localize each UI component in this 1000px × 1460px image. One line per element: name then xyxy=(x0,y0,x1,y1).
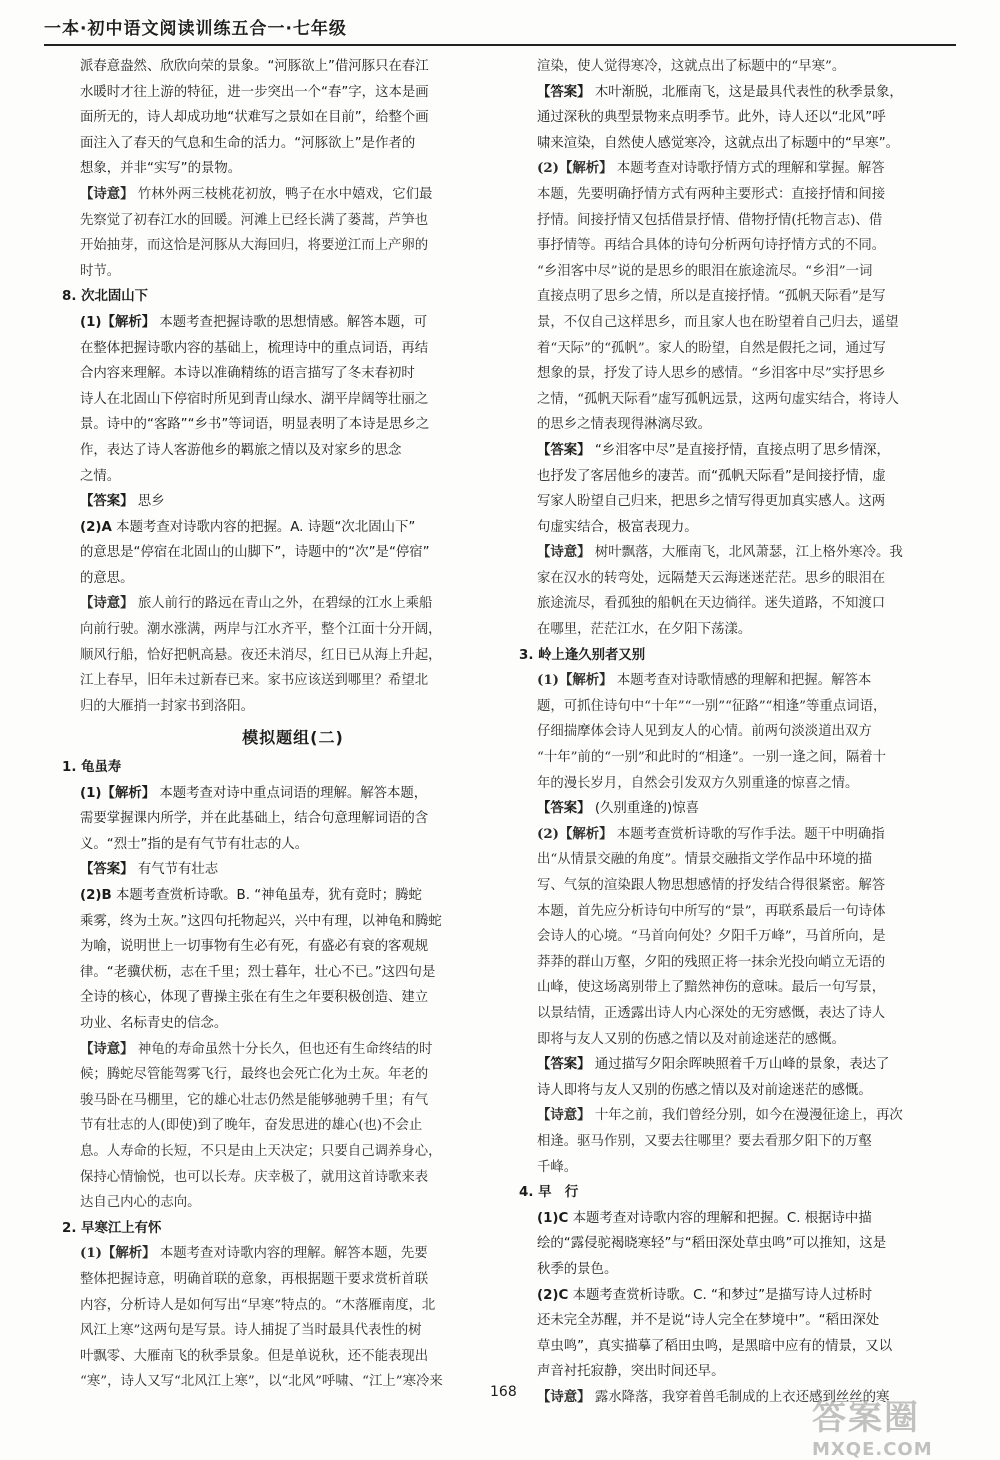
q3-answer-2-text: 诗人即将与友人又别的伤感之情以及对前途迷茫的感慨。 xyxy=(537,1082,872,1098)
q3-answer-2-label: 【答案】 xyxy=(537,1057,591,1073)
shiyi-5-line xyxy=(537,1103,963,1129)
intro-text: 面注入了春天的气息和生命的活力。“河豚欲上”是作者的 xyxy=(80,135,416,151)
q2-part2-text: 直接点明了思乡之情，所以是直接抒情。“孤帆天际看”是写 xyxy=(537,289,886,305)
shiyi-3-line xyxy=(80,1037,506,1063)
intro-text: 面所无的，诗人却成功地“状难写之景如在目前”，给整个画 xyxy=(80,110,429,126)
q2-answer-1-label: 【答案】 xyxy=(537,84,591,100)
q3-part2-text: 山峰，使这场离别带上了黯然神伤的意味。最后一句写景， xyxy=(537,980,886,996)
q8-analysis-text: 合内容来理解。本诗以准确精练的语言描写了冬末春初时 xyxy=(80,366,415,382)
q8-part2-label: (2)A xyxy=(80,519,112,535)
q2-analysis-line xyxy=(80,1267,506,1293)
intro-line xyxy=(80,156,506,182)
section-title: 模拟题组(二) xyxy=(242,728,344,748)
shiyi-4-line xyxy=(537,591,963,617)
q1-analysis-text: 本题考查对诗中重点词语的理解。解答本题， xyxy=(155,785,428,801)
q3-analysis-text: 本题考查对诗歌情感的理解和把握。解答本 xyxy=(612,673,872,689)
q4-part1-text: 秋季的景色。 xyxy=(537,1261,618,1277)
book-title: 一本·初中语文阅读训练五合一·七年级 xyxy=(44,19,347,39)
q3-part2-text: 即将与友人又别的伤感之情以及对前途迷茫的感慨。 xyxy=(537,1031,845,1047)
q2-part2-text: 的思乡之情表现得淋漓尽致。 xyxy=(537,417,712,433)
shiyi-1-line xyxy=(80,182,506,208)
shiyi-2-text: 顺风行船，恰好把帆高悬。夜还未消尽，红日已从海上升起， xyxy=(80,647,442,663)
q2-answer-2-text: 写家人盼望自己归来，把思乡之情写得更加真实感人。这两 xyxy=(537,494,886,510)
shiyi-4-line xyxy=(537,617,963,643)
q3-analysis-text: “十年”前的“一别”和此时的“相逢”。一别一逢之间，隔着十 xyxy=(537,750,887,766)
q2-analysis-line xyxy=(80,1344,506,1370)
q2-analysis-line xyxy=(80,1369,506,1395)
q4-part2-text: 声音衬托寂静，突出时间还早。 xyxy=(537,1364,725,1380)
q4-part2-text: 草虫鸣”，真实描摹了稻田虫鸣，是黑暗中应有的情景，又以 xyxy=(537,1338,893,1354)
continued-text: 渲染，使人觉得寒冷，这就点出了标题中的“早寒”。 xyxy=(537,59,846,74)
q1-part2-line xyxy=(80,883,506,909)
q2-part2-text: 本题考查对诗歌抒情方式的理解和掌握。解答 xyxy=(612,161,885,177)
q3-analysis-line xyxy=(537,694,963,720)
q8-analysis-text: 诗人在北固山下停宿时所见到青山绿水、湖平岸阔等壮丽之 xyxy=(80,391,429,407)
q8-part2-text: 的意思。 xyxy=(80,570,134,586)
q2-answer-2-line xyxy=(537,515,963,541)
q2-part2-text: 着“天际”的“孤帆”。家人的盼望，自然是假托之词，通过写 xyxy=(537,340,886,356)
shiyi-5-text: 相逢。驱马作别，又要去往哪里？要去看那夕阳下的万壑 xyxy=(537,1133,872,1149)
q2-analysis-text: 叶飘零、大雁南飞的秋季景象。但是单说秋，还不能表现出 xyxy=(80,1348,429,1364)
q2-answer-2-text: 句虚实结合，极富表现力。 xyxy=(537,519,698,535)
q3-answer-2-line xyxy=(537,1078,963,1104)
q3-answer xyxy=(537,796,963,822)
watermark-text: 答案圈 xyxy=(812,1398,920,1438)
q8-analysis-text: 本题考查把握诗歌的思想情感。解答本题，可 xyxy=(155,314,428,330)
shiyi-1-line xyxy=(80,208,506,234)
q8-part2-text: 的意思是“停宿在北固山的山脚下”，诗题中的“次”是“停宿” xyxy=(80,545,430,561)
q2-analysis-label: (1)【解析】 xyxy=(80,1245,156,1262)
q1-part2-line xyxy=(80,909,506,935)
shiyi-4-text: 在哪里，茫茫江水，在夕阳下荡漾。 xyxy=(537,622,752,638)
shiyi-1-label: 【诗意】 xyxy=(80,185,134,202)
q8-analysis-line xyxy=(80,336,506,362)
q2-answer-1-line xyxy=(537,80,963,106)
q1-part2-label: (2)B xyxy=(80,888,112,903)
q2-answer-2-line xyxy=(537,489,963,515)
q2-answer-1-text: 通过深秋的典型景物来点明季节。此外，诗人还以“北风”呼 xyxy=(537,110,886,126)
q1-part2-text: 功业、名标青史的信念。 xyxy=(80,1015,228,1031)
shiyi-5-text: 十年之前，我们曾经分别，如今在漫漫征途上，再次 xyxy=(590,1108,903,1124)
q3-analysis-line xyxy=(537,719,963,745)
q3-analysis-line xyxy=(537,771,963,797)
q4-part1-text: 本题考查对诗歌内容的理解和把握。C. 根据诗中描 xyxy=(568,1210,872,1226)
shiyi-3-label: 【诗意】 xyxy=(80,1040,134,1057)
shiyi-3-line xyxy=(80,1165,506,1191)
shiyi-1-line xyxy=(80,233,506,259)
q2-part2-line xyxy=(537,387,963,413)
q1-part2-line xyxy=(80,985,506,1011)
q1-part2-line xyxy=(80,934,506,960)
q2-answer-1-text: 啸来渲染，自然使人感觉寒冷，这就点出了标题中的“早寒”。 xyxy=(537,135,900,151)
shiyi-5-label: 【诗意】 xyxy=(537,1107,591,1124)
q2-answer-1-line xyxy=(537,131,963,157)
q1-part2-line xyxy=(80,1011,506,1037)
q1-answer-label: 【答案】 xyxy=(80,862,134,878)
watermark-url: MXQE.COM xyxy=(812,1439,933,1460)
shiyi-1-text: 竹林外两三枝桃花初放，鸭子在水中嬉戏，它们最 xyxy=(133,186,433,202)
q3-part2-line xyxy=(537,899,963,925)
q2-answer-2-text: “乡泪客中尽”是直接抒情，直接点明了思乡情深， xyxy=(590,442,890,458)
q3-part2-text: 会诗人的心境。“马首向何处？夕阳千万峰”，马首所向，是 xyxy=(537,929,886,945)
shiyi-3-line xyxy=(80,1088,506,1114)
shiyi-1-text: 开始抽芽，而这恰是河豚从大海回归，将要逆江而上产卵的 xyxy=(80,238,429,254)
shiyi-2-text: 旅人前行的路远在青山之外，在碧绿的江水上乘船 xyxy=(133,596,433,612)
q8-analysis-line xyxy=(80,387,506,413)
q8-analysis-text: 作，表达了诗人客游他乡的羁旅之情以及对家乡的思念 xyxy=(80,442,402,458)
q3-part2-text: 出“从情景交融的角度”。情景交融指文学作品中环境的描 xyxy=(537,852,873,868)
q8-analysis-line xyxy=(80,361,506,387)
q4-part2-text: 本题考查赏析诗歌。C. “和梦过”是描写诗人过桥时 xyxy=(568,1287,873,1303)
q1-part2-line xyxy=(80,960,506,986)
q3-part2-line xyxy=(537,847,963,873)
intro-line xyxy=(80,105,506,131)
left-column xyxy=(62,54,506,1395)
q3-part2-line xyxy=(537,822,963,848)
intro-text: 派春意盎然、欣欣向荣的景象。“河豚欲上”借河豚只在春江 xyxy=(80,59,429,74)
shiyi-2-label: 【诗意】 xyxy=(80,595,134,612)
q2-part2-line xyxy=(537,412,963,438)
q1-part2-text: 全诗的核心，体现了曹操主张在有生之年要积极创造、建立 xyxy=(80,990,429,1006)
q2-part2-line xyxy=(537,208,963,234)
q3-answer-2-line xyxy=(537,1052,963,1078)
q4-part2-line xyxy=(537,1308,963,1334)
page-header xyxy=(44,14,956,46)
shiyi-3-text: 节有壮志的人(即使)到了晚年，奋发思进的雄心(也)不会止 xyxy=(80,1118,423,1134)
q2-analysis-text: 本题考查对诗歌内容的理解。解答本题，先要 xyxy=(155,1246,428,1262)
q3-part2-text: 本题，首先应分析诗句中所写的“景”，再联系最后一句诗体 xyxy=(537,903,886,919)
q3-part2-line xyxy=(537,924,963,950)
q8-part2-line xyxy=(80,566,506,592)
intro-text: 想象，并非“实写”的景物。 xyxy=(80,161,242,177)
right-column xyxy=(519,54,963,1410)
q1-part2-text: 本题考查赏析诗歌。B. “神龟虽寿，犹有竟时；腾蛇 xyxy=(111,888,422,903)
q2-part2-text: 事抒情等。再结合具体的诗句分析两句诗抒情方式的不同。 xyxy=(537,238,886,254)
watermark-logo xyxy=(812,1390,982,1460)
q1-analysis-line xyxy=(80,806,506,832)
question-8-title: 8. 次北固山下 xyxy=(62,289,149,305)
q2-part2-line xyxy=(537,259,963,285)
q1-analysis-text: 需要掌握课内所学，并在此基础上，结合句意理解词语的含 xyxy=(80,811,429,827)
q1-answer-text: 有气节有壮志 xyxy=(133,862,219,878)
shiyi-2-text: 江上春早，旧年未过新春已来。家书应该送到哪里？希望北 xyxy=(80,673,429,689)
q3-part2-line xyxy=(537,1001,963,1027)
q3-part2-line xyxy=(537,975,963,1001)
q3-part2-text: 本题考查赏析诗歌的写作手法。题干中明确指 xyxy=(612,826,885,842)
q3-part2-text: 莽莽的群山万壑，夕阳的残照正将一抹余光投向峭立无语的 xyxy=(537,954,886,970)
q8-part2-line xyxy=(80,515,506,541)
continued-line xyxy=(537,54,963,80)
q3-part2-text: 以景结情，正透露出诗人内心深处的无穷感慨，表达了诗人 xyxy=(537,1005,886,1021)
q1-part2-text: 为喻，说明世上一切事物有生必有死，有盛必有衰的客观规 xyxy=(80,939,429,955)
question-1-title: 1. 龟虽寿 xyxy=(62,760,122,776)
q3-analysis-text: 年的漫长岁月，自然会引发双方久别重逢的惊喜之情。 xyxy=(537,775,859,791)
q8-analysis-line xyxy=(80,438,506,464)
q2-part2-text: 本题，先要明确抒情方式有两种主要形式：直接抒情和间接 xyxy=(537,186,886,202)
shiyi-1-line xyxy=(80,259,506,285)
q4-part1-text: 绘的“露侵驼褐晓寒轻”与“稻田深处草虫鸣”可以推知，这是 xyxy=(537,1236,887,1252)
q8-answer xyxy=(80,489,506,515)
q2-analysis-line xyxy=(80,1241,506,1267)
question-3-title: 3. 岭上逢久别者又别 xyxy=(519,647,646,663)
q2-part2-text: 想象的景，抒发了诗人思乡的感情。“乡泪客中尽”实抒思乡 xyxy=(537,366,886,382)
q1-part2-text: 乘雾，终为土灰。”这四句托物起兴，兴中有理，以神龟和腾蛇 xyxy=(80,913,442,929)
q3-answer-text: (久别重逢的)惊喜 xyxy=(590,801,700,817)
shiyi-4-label: 【诗意】 xyxy=(537,544,591,561)
q1-analysis-label: (1)【解析】 xyxy=(80,785,156,801)
q4-part2-line xyxy=(537,1334,963,1360)
shiyi-2-line xyxy=(80,668,506,694)
q3-analysis-label: (1)【解析】 xyxy=(537,672,613,689)
question-4-title: 4. 早 行 xyxy=(519,1185,579,1201)
q2-part2-line xyxy=(537,284,963,310)
q4-part1-label: (1)C xyxy=(537,1210,569,1226)
q2-analysis-text: “寒”，诗人又写“北风江上寒”，以“北风”呼啸、“江上”寒冷来 xyxy=(80,1374,443,1390)
q4-part1-line xyxy=(537,1231,963,1257)
q3-analysis-line xyxy=(537,745,963,771)
q3-analysis-line xyxy=(537,668,963,694)
q2-analysis-text: 风江上寒”这两句是写景。诗人捕捉了当时最具代表性的树 xyxy=(80,1323,422,1339)
shiyi-6-label: 【诗意】 xyxy=(537,1388,591,1405)
shiyi-3-text: 息。人寿命的长短，不只是由上天决定；只要自己调养身心， xyxy=(80,1143,442,1159)
q2-part2-line xyxy=(537,182,963,208)
q2-part2-line xyxy=(537,233,963,259)
page-number: 168 xyxy=(490,1384,517,1400)
shiyi-3-text: 保持心情愉悦，也可以长寿。庆幸极了，就用这首诗歌来表 xyxy=(80,1169,429,1185)
q4-part2-line xyxy=(537,1283,963,1309)
shiyi-4-line xyxy=(537,540,963,566)
shiyi-4-line xyxy=(537,566,963,592)
q4-part1-line xyxy=(537,1257,963,1283)
shiyi-2-text: 归的大雁捎一封家书到洛阳。 xyxy=(80,698,255,714)
q1-analysis-line xyxy=(80,832,506,858)
shiyi-3-line xyxy=(80,1190,506,1216)
q4-part2-text: 还未完全苏醒，并不是说“诗人完全在梦境中”。“稻田深处 xyxy=(537,1313,880,1329)
q2-part2-text: 景，不仅自己这样思乡，而且家人也在盼望着自己归去，遥望 xyxy=(537,314,899,330)
intro-line xyxy=(80,131,506,157)
q8-analysis-label: (1)【解析】 xyxy=(80,314,156,330)
shiyi-3-line xyxy=(80,1062,506,1088)
q2-analysis-text: 整体把握诗意，明确首联的意象，再根据题干要求赏析首联 xyxy=(80,1271,429,1287)
q8-analysis-line xyxy=(80,464,506,490)
shiyi-2-line xyxy=(80,694,506,720)
q4-part2-line xyxy=(537,1359,963,1385)
q3-part2-line xyxy=(537,950,963,976)
q2-answer-2-line xyxy=(537,464,963,490)
q3-part2-line xyxy=(537,1027,963,1053)
q2-part2-text: “乡泪客中尽”说的是思乡的眼泪在旅途流尽。“乡泪”一词 xyxy=(537,263,873,279)
q1-analysis-line xyxy=(80,781,506,807)
q8-part2-line xyxy=(80,540,506,566)
shiyi-4-text: 家在汉水的转弯处，远隔楚天云海迷迷茫茫。思乡的眼泪在 xyxy=(537,570,886,586)
q1-part2-text: 律。“老骥伏枥，志在千里；烈士暮年，壮心不已。”这四句是 xyxy=(80,964,436,980)
shiyi-2-line xyxy=(80,591,506,617)
q2-part2-line xyxy=(537,336,963,362)
question-2-title: 2. 早寒江上有怀 xyxy=(62,1220,162,1236)
shiyi-2-line xyxy=(80,617,506,643)
shiyi-4-text: 旅途流尽，看孤独的船帆在天边徜徉。迷失道路，不知渡口 xyxy=(537,596,886,612)
shiyi-2-line xyxy=(80,643,506,669)
q2-answer-1-text: 木叶渐脱，北雁南飞，这是最具代表性的秋季景象， xyxy=(590,84,903,100)
q8-analysis-line xyxy=(80,310,506,336)
intro-line xyxy=(80,54,506,80)
q3-part2-text: 写、气氛的渲染跟人物思想感情的抒发结合得很紧密。解答 xyxy=(537,878,886,893)
shiyi-6-text: 露水降落，我穿着兽毛制成的上衣还感到丝丝的寒 xyxy=(590,1389,890,1405)
shiyi-3-text: 神龟的寿命虽然十分长久，但也还有生命终结的时 xyxy=(133,1041,433,1057)
q8-analysis-text: 景。诗中的“客路”“乡书”等词语，明显表明了本诗是思乡之 xyxy=(80,417,430,433)
q2-analysis-line xyxy=(80,1293,506,1319)
q1-answer xyxy=(80,857,506,883)
q2-part2-line xyxy=(537,361,963,387)
shiyi-3-text: 达自己内心的志向。 xyxy=(80,1195,201,1211)
q8-analysis-text: 在整体把握诗歌内容的基础上，梳理诗中的重点词语，再结 xyxy=(80,340,429,356)
q4-part2-label: (2)C xyxy=(537,1287,569,1303)
q2-part2-text: 抒情。间接抒情又包括借景抒情、借物抒情(托物言志)、借 xyxy=(537,212,883,228)
intro-line xyxy=(80,80,506,106)
q2-answer-2-text: 也抒发了客居他乡的凄苦。而“孤帆天际看”是间接抒情，虚 xyxy=(537,468,886,484)
shiyi-3-text: 骏马卧在马棚里，它的雄心壮志仍然是能够驰骋千里；有气 xyxy=(80,1092,429,1108)
q8-answer-text: 思乡 xyxy=(133,494,165,510)
q2-part2-line xyxy=(537,156,963,182)
shiyi-1-text: 先察觉了初春江水的回暖。河滩上已经长满了蒌蒿，芦笋也 xyxy=(80,212,429,228)
q3-part2-line xyxy=(537,873,963,899)
shiyi-3-line xyxy=(80,1139,506,1165)
shiyi-5-line xyxy=(537,1155,963,1181)
q3-analysis-text: 题，可抓住诗句中“十年”“一别”“征路”“相逢”等重点词语， xyxy=(537,698,887,714)
q2-part2-text: 之情，“孤帆天际看”虚写孤帆远景，这两句虚实结合，将诗人 xyxy=(537,391,899,407)
q4-part1-line xyxy=(537,1206,963,1232)
shiyi-3-text: 候；腾蛇尽管能驾雾飞行，最终也会死亡化为土灰。年老的 xyxy=(80,1067,429,1083)
q3-analysis-text: 仔细揣摩体会诗人见到友人的心情。前两句淡淡道出双方 xyxy=(537,724,872,740)
q2-answer-2-line xyxy=(537,438,963,464)
shiyi-1-text: 时节。 xyxy=(80,263,121,279)
q2-analysis-line xyxy=(80,1318,506,1344)
q1-analysis-text: 义。“烈士”指的是有气节有壮志的人。 xyxy=(80,836,309,852)
q2-answer-1-line xyxy=(537,105,963,131)
q2-analysis-text: 内容，分析诗人是如何写出“早寒”特点的。“木落雁南度，北 xyxy=(80,1297,436,1313)
q2-answer-2-label: 【答案】 xyxy=(537,442,591,458)
q8-analysis-line xyxy=(80,412,506,438)
shiyi-3-line xyxy=(80,1113,506,1139)
q3-answer-2-text: 通过描写夕阳余晖映照着千万山峰的景象，表达了 xyxy=(590,1057,890,1073)
intro-text: 水暖时才往上游的特征，进一步突出一个“春”字，这本是画 xyxy=(80,84,429,100)
shiyi-4-text: 树叶飘落，大雁南飞，北风萧瑟，江上格外寒冷。我 xyxy=(590,545,903,561)
q2-part2-label: (2)【解析】 xyxy=(537,160,613,177)
q3-part2-label: (2)【解析】 xyxy=(537,825,613,842)
q8-analysis-text: 之情。 xyxy=(80,468,121,484)
q2-part2-line xyxy=(537,310,963,336)
shiyi-2-text: 向前行驶。潮水涨满，两岸与江水齐平，整个江面十分开阔， xyxy=(80,622,442,638)
q8-part2-text: 本题考查对诗歌内容的把握。A. 诗题“次北固山下” xyxy=(111,519,416,535)
shiyi-5-text: 千峰。 xyxy=(537,1159,578,1175)
shiyi-5-line xyxy=(537,1129,963,1155)
q8-answer-label: 【答案】 xyxy=(80,494,134,510)
q3-answer-label: 【答案】 xyxy=(537,801,591,817)
